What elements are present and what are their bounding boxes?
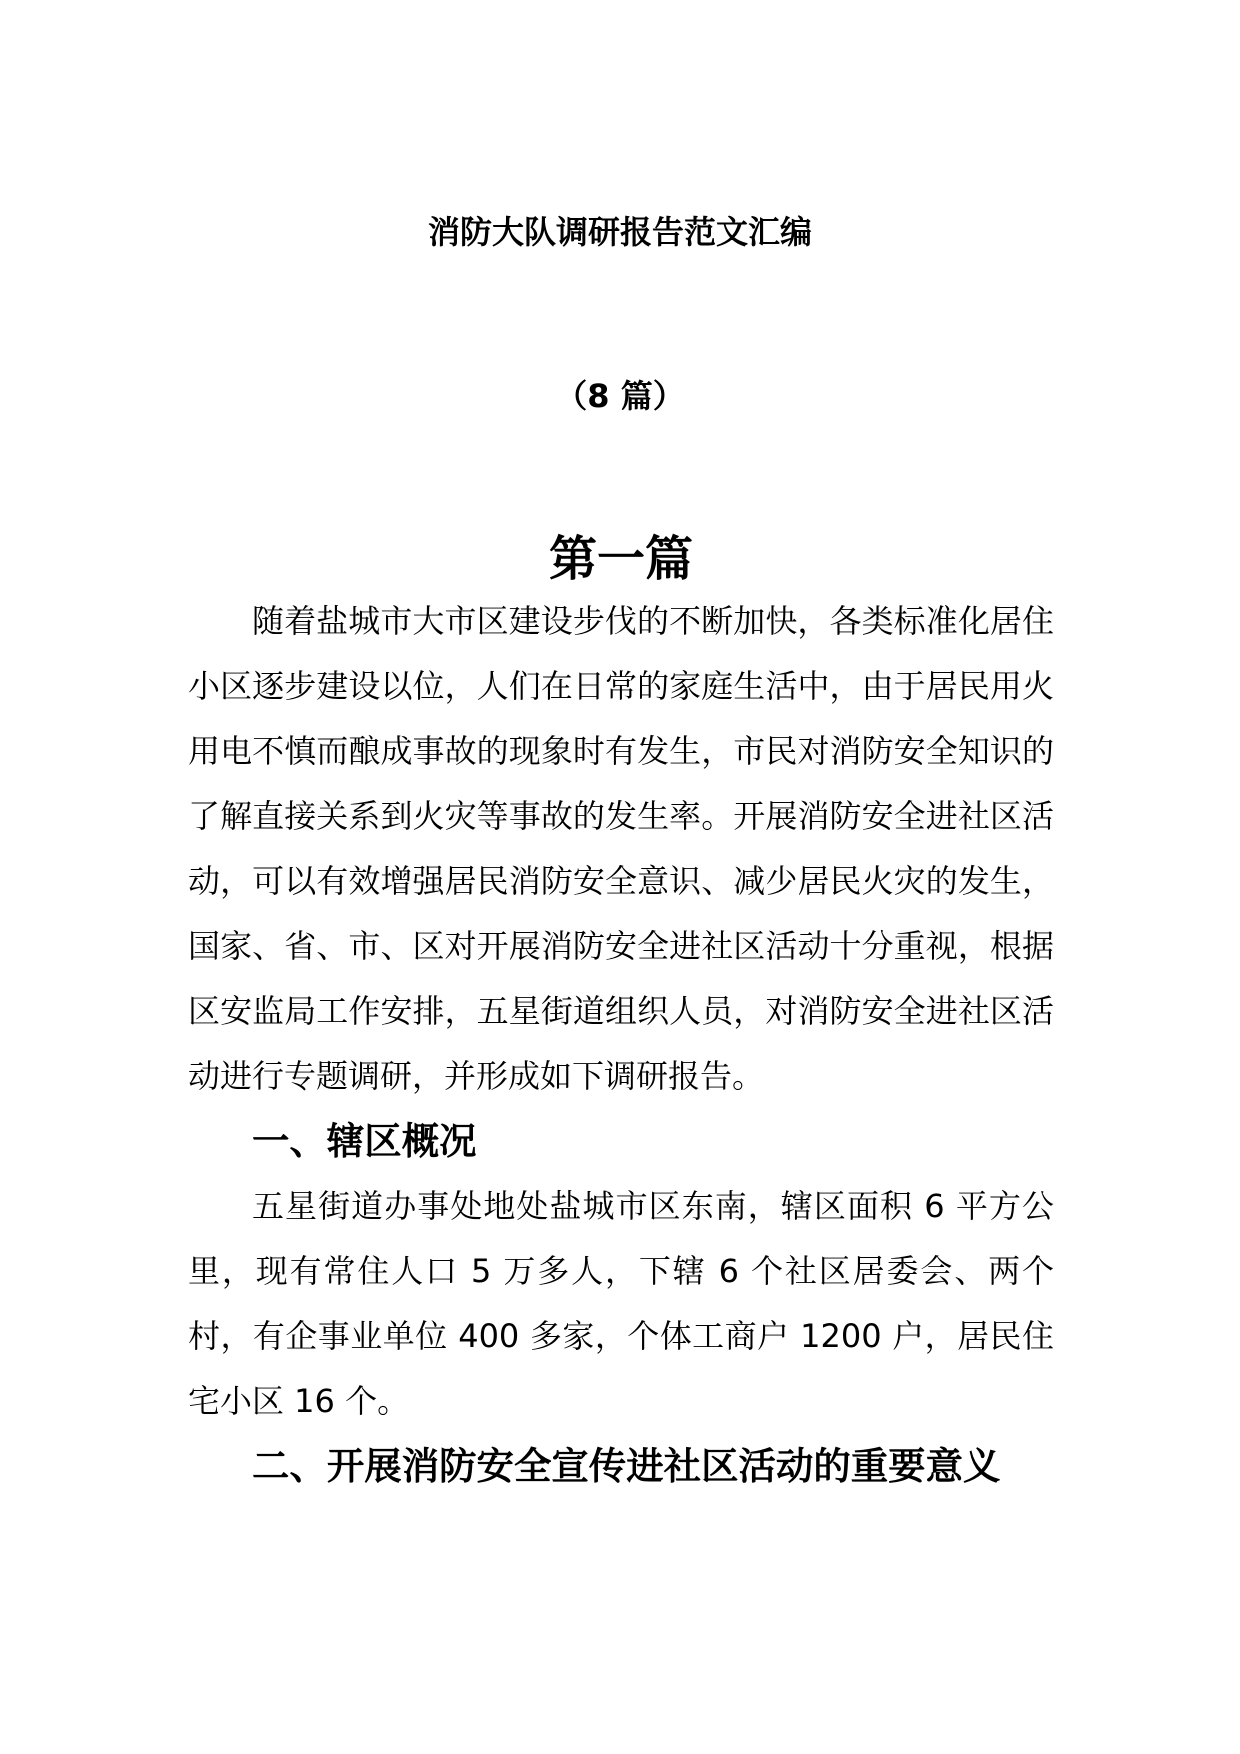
document-title: 消防大队调研报告范文汇编 (427, 213, 812, 251)
document-body (188, 531, 1054, 1499)
section-heading-2: 二、开展消防安全宣传进社区活动的重要意义 (252, 1444, 1001, 1488)
section-heading-1: 一、辖区概况 (252, 1119, 477, 1163)
chapter-title: 第一篇 (548, 531, 693, 587)
document-count: （8 篇） (555, 377, 685, 415)
intro-paragraph: 随着盐城市大市区建设步伐的不断加快，各类标准化居住小区逐步建设以位，人们在日常的家庭生活中，由于居民用火用电不慎而酿成事故的现象时有发生，市民对消防安全知识的了解直接关系到火灾等事故的发生率。开展消防安全进社区活动，可以有效增强居民消防安全意识、减少居民火灾的发生，国家、省、市、区对开展消防安全进社区活动十分重视，根据区安监局工作安排，五星街道组织人员，对消防安全进社区活动进行专题调研，并形成如下调研报告。 (188, 602, 1054, 1095)
section-paragraph-1: 五星街道办事处地处盐城市区东南，辖区面积 6 平方公里，现有常住人口 5 万多人，下辖 6 个社区居委会、两个村，有企事业单位 400 多家，个体工商户 1200 户，居民住宅小区 16 个。 (188, 1187, 1054, 1420)
